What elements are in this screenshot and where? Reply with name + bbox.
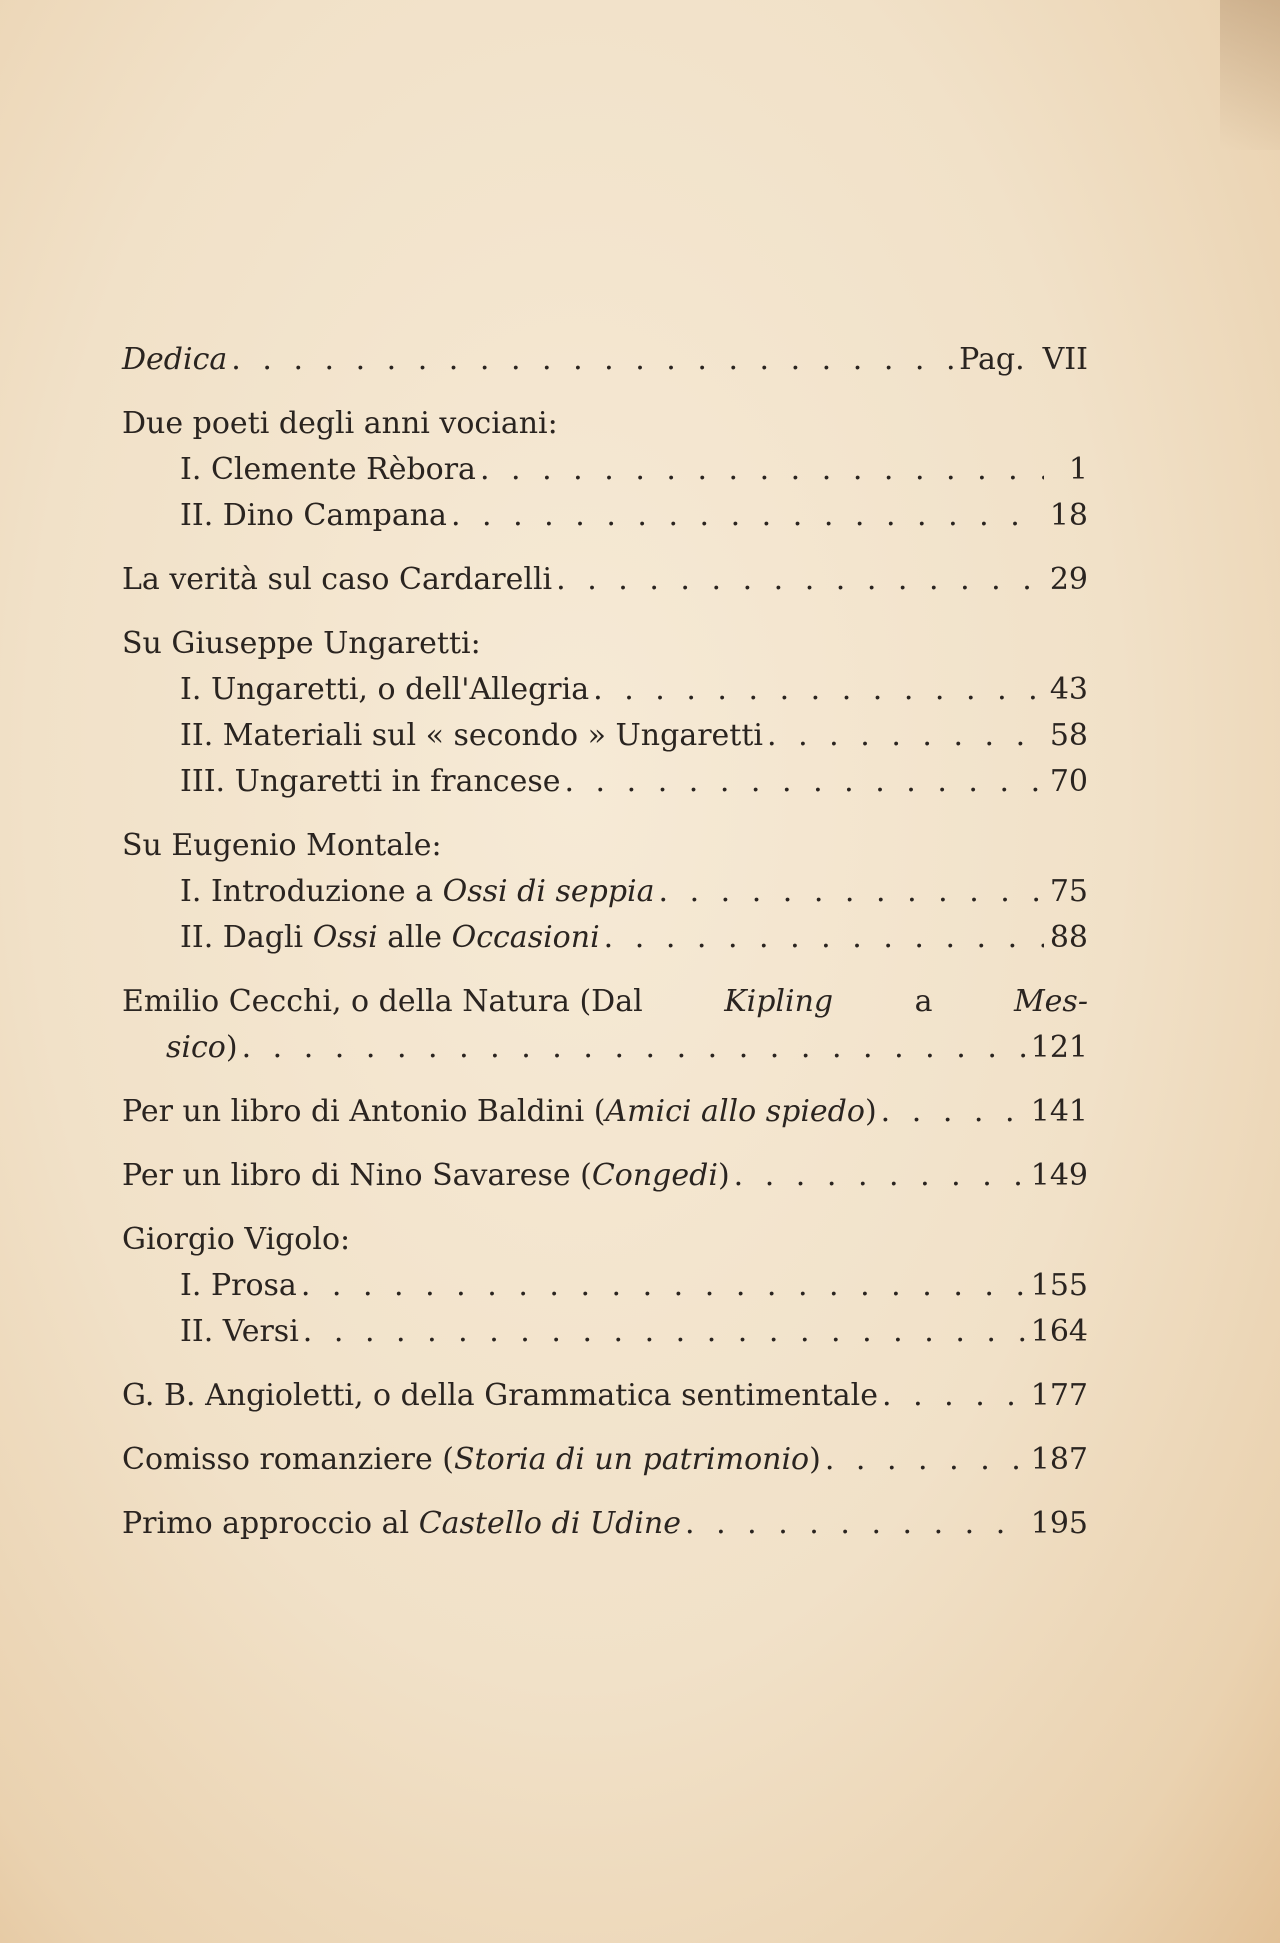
toc-title-part: Comisso romanziere ( (122, 1442, 454, 1477)
toc-title: Clemente Rèbora (210, 452, 476, 487)
leader-dots (556, 565, 1044, 595)
leader-dots (604, 923, 1044, 953)
toc-title-italic: Castello di Udine (418, 1506, 682, 1541)
toc-subentry (122, 764, 1088, 813)
page-number: 58 (1049, 718, 1088, 753)
toc-title-italic: Kipling (724, 984, 834, 1019)
page-number: 88 (1049, 920, 1088, 955)
page-number: 43 (1049, 672, 1088, 707)
toc-title: G. B. Angioletti, o della Grammatica sentimentale (122, 1378, 879, 1413)
section-heading: Su Giuseppe Ungaretti: (122, 626, 481, 661)
entry-number: II. (180, 1314, 214, 1349)
toc-title: La verità sul caso Cardarelli (122, 562, 553, 597)
leader-dots (881, 1097, 1027, 1127)
page-number: 70 (1049, 764, 1088, 799)
section-heading-due-poeti (122, 406, 1088, 455)
section-heading-ungaretti (122, 626, 1088, 675)
toc-title-part: Per un libro di Antonio Baldini ( (122, 1094, 606, 1129)
entry-number: I. (180, 1268, 202, 1303)
pag-label: Pag. (959, 342, 1025, 377)
toc-title-italic: Ossi di seppia (442, 874, 655, 909)
leader-dots (825, 1445, 1027, 1475)
toc-title-part: alle (387, 920, 443, 955)
toc-subentry (122, 718, 1088, 767)
toc-entry-baldini (122, 1094, 1088, 1143)
leader-dots (242, 1033, 1027, 1063)
section-heading: Due poeti degli anni vociani: (122, 406, 558, 441)
toc-title-italic: Congedi (591, 1158, 718, 1193)
page-number: 121 (1030, 1030, 1088, 1065)
toc-title-italic: Amici allo spiedo (605, 1094, 865, 1129)
toc-title: Ungaretti in francese (234, 764, 561, 799)
toc-entry-angioletti (122, 1378, 1088, 1427)
leader-dots (564, 767, 1044, 797)
toc-subentry (122, 498, 1088, 547)
toc-title-italic: Ossi (312, 920, 378, 955)
page-edge-stain (1220, 0, 1280, 150)
toc-title: Versi (222, 1314, 299, 1349)
toc-title-part: Primo approccio al (122, 1506, 410, 1541)
toc-entry-cardarelli (122, 562, 1088, 611)
toc-title-part: Introduzione a (210, 874, 434, 909)
page-number: 18 (1049, 498, 1088, 533)
toc-title-part: ) (717, 1158, 730, 1193)
leader-dots (480, 455, 1044, 485)
section-heading-vigolo (122, 1222, 1088, 1271)
toc-title-italic: sico (166, 1030, 226, 1065)
toc-subentry (122, 1268, 1088, 1317)
toc-entry-cecchi-line2 (122, 1030, 1088, 1079)
section-heading: Su Eugenio Montale: (122, 828, 442, 863)
toc-title-part: Dagli (222, 920, 304, 955)
toc-title-part: ) (225, 1030, 238, 1065)
page-number: 177 (1030, 1378, 1088, 1413)
leader-dots (231, 345, 955, 375)
page-number: 195 (1030, 1506, 1088, 1541)
toc-title: Ungaretti, o dell'Allegria (210, 672, 590, 707)
page-number: 187 (1030, 1442, 1088, 1477)
page-number: 29 (1049, 562, 1088, 597)
toc-subentry (122, 452, 1088, 501)
toc-title-part: Per un libro di Nino Savarese ( (122, 1158, 592, 1193)
entry-number: I. (180, 874, 202, 909)
entry-number: II. (180, 718, 214, 753)
leader-dots (451, 501, 1044, 531)
toc-title: Prosa (210, 1268, 297, 1303)
entry-number: I. (180, 452, 202, 487)
toc-title: Dedica (122, 342, 228, 377)
toc-subentry (122, 920, 1088, 969)
entry-number: I. (180, 672, 202, 707)
toc-entry-savarese (122, 1158, 1088, 1207)
toc-entry-comisso (122, 1442, 1088, 1491)
leader-dots (767, 721, 1044, 751)
entry-number: II. (180, 498, 214, 533)
leader-dots (593, 675, 1044, 705)
entry-number: II. (180, 920, 214, 955)
toc-title-italic: Storia di un patrimonio (454, 1442, 810, 1477)
table-of-contents (122, 342, 1088, 1555)
toc-title: Dino Campana (222, 498, 447, 533)
leader-dots (659, 877, 1045, 907)
toc-title-italic: Occasioni (451, 920, 600, 955)
toc-title-italic: Mes- (1013, 984, 1088, 1019)
toc-subentry (122, 874, 1088, 923)
section-heading: Giorgio Vigolo: (122, 1222, 351, 1257)
toc-subentry (122, 1314, 1088, 1363)
leader-dots (734, 1161, 1027, 1191)
leader-dots (301, 1271, 1027, 1301)
section-heading-montale (122, 828, 1088, 877)
page-number: 75 (1049, 874, 1088, 909)
toc-title-part: ) (864, 1094, 877, 1129)
toc-title: Materiali sul « secondo » Ungaretti (222, 718, 764, 753)
toc-entry-cecchi-line1 (122, 984, 1088, 1033)
toc-entry-udine (122, 1506, 1088, 1555)
toc-entry-dedica (122, 342, 1088, 391)
leader-dots (882, 1381, 1027, 1411)
page-number: 164 (1030, 1314, 1088, 1349)
entry-number: III. (180, 764, 226, 799)
leader-dots (303, 1317, 1027, 1347)
toc-title-part: ) (809, 1442, 821, 1477)
toc-subentry (122, 672, 1088, 721)
page-number: 1 (1068, 452, 1088, 487)
page-number: 141 (1030, 1094, 1088, 1129)
page-number: VII (1042, 342, 1088, 377)
page-number: 149 (1030, 1158, 1088, 1193)
page-number: 155 (1030, 1268, 1088, 1303)
toc-title-part: Emilio Cecchi, o della Natura (Dal (122, 984, 643, 1019)
toc-title-part: a (914, 984, 933, 1019)
leader-dots (685, 1509, 1027, 1539)
